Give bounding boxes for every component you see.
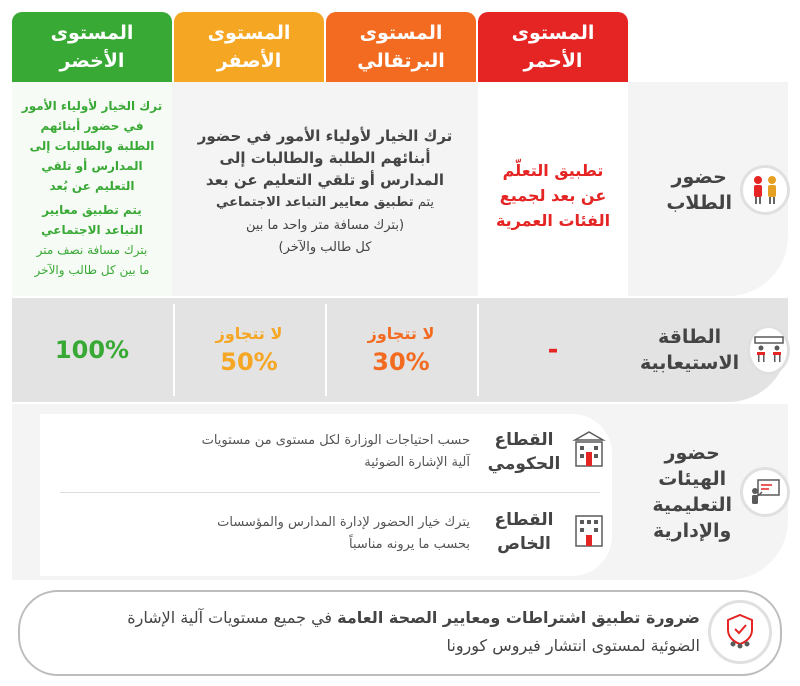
gov-sector-description <box>60 430 470 474</box>
gov-desc-line2: آلية الإشارة الضوئية <box>364 455 470 470</box>
header-orange-line2: البرتقالي <box>357 50 445 72</box>
students-mid-line1: ترك الخيار لأولياء الأمور في حضور <box>197 127 453 145</box>
capacity-green-cell <box>12 304 172 396</box>
students-mid-line5: (بترك مسافة متر واحد ما بين <box>245 218 405 233</box>
students-red-cell <box>478 150 628 240</box>
header-orange-level <box>326 12 476 82</box>
private-desc-line1: يترك خيار الحضور لإدارة المدارس والمؤسسات <box>217 515 470 530</box>
private-sector-icon <box>571 510 607 550</box>
students-green-line2: في حضور أبنائهم <box>40 119 144 133</box>
students-label-line2: الطلاب <box>666 192 732 214</box>
header-red-line1: المستوى <box>511 22 595 44</box>
students-icon <box>740 165 790 215</box>
students-green-line8: بترك مسافة نصف متر <box>36 243 148 257</box>
private-desc-line2: بحسب ما يرونه مناسباً <box>349 537 470 552</box>
teacher-board-icon <box>740 467 790 517</box>
students-mid-line3: المدارس أو تلقي التعليم عن بعد <box>205 171 445 189</box>
classroom-icon <box>747 325 790 375</box>
students-mid-line4-bold: تطبيق معايير التباعد الاجتماعي <box>216 195 414 210</box>
header-red-line2: الأحمر <box>523 50 583 72</box>
capacity-orange-label: لا تتجاوز <box>367 324 435 343</box>
gov-sector-title <box>480 428 568 476</box>
students-red-line3: الفئات العمرية <box>495 210 611 230</box>
private-title-line1: القطاع <box>494 510 554 530</box>
capacity-yellow-label: لا تتجاوز <box>215 324 283 343</box>
row-label-capacity <box>640 318 790 382</box>
students-green-line7: التباعد الاجتماعي <box>41 223 143 237</box>
header-green-line1: المستوى <box>50 22 134 44</box>
capacity-orange-cell <box>326 304 476 396</box>
staff-label-line2: الهيئات <box>658 468 727 490</box>
staff-label-line3: التعليمية <box>652 494 732 516</box>
gov-title-line2: الحكومي <box>487 454 561 474</box>
gov-title-line1: القطاع <box>494 430 554 450</box>
capacity-red-cell <box>478 304 628 396</box>
capacity-label-line1: الطاقة <box>657 326 722 348</box>
students-green-cell <box>12 88 172 288</box>
gov-desc-line1: حسب احتياجات الوزارة لكل مستوى من مستويات <box>201 433 470 448</box>
students-label-line1: حضور <box>671 166 727 188</box>
capacity-yellow-cell <box>174 304 324 396</box>
header-red-level <box>478 12 628 82</box>
students-red-line2: عن بعد لجميع <box>499 185 607 205</box>
staff-label-line4: والإدارية <box>653 520 732 542</box>
capacity-red-value: - <box>547 335 559 365</box>
students-green-line9: ما بين كل طالب والآخر <box>34 263 150 277</box>
capacity-yellow-value: 50% <box>220 348 278 376</box>
row-label-staff <box>640 432 790 552</box>
private-title-line2: الخاص <box>497 534 551 554</box>
footer-line1-bold: اشتراطات ومعايير الصحة العامة <box>337 608 587 627</box>
students-orange-yellow-cell <box>174 112 476 272</box>
students-green-line3: الطلبة والطالبات إلى <box>29 139 155 153</box>
staff-divider <box>60 492 600 493</box>
header-yellow-line2: الأصفر <box>216 50 282 72</box>
students-green-line4: المدارس أو تلقي <box>41 159 143 173</box>
header-green-level <box>12 12 172 82</box>
capacity-label-line2: الاستيعابية <box>640 352 740 374</box>
footer-line2: الضوئية لمستوى انتشار فيروس كورونا <box>446 636 700 655</box>
capacity-orange-value: 30% <box>372 348 430 376</box>
private-sector-description <box>60 512 470 556</box>
footer-health-icon <box>708 600 772 664</box>
footer-line1-prefix: ضرورة تطبيق <box>591 608 700 627</box>
header-yellow-level <box>174 12 324 82</box>
header-yellow-line1: المستوى <box>207 22 291 44</box>
row-label-students <box>640 155 790 225</box>
students-mid-line4 <box>216 191 434 215</box>
students-red-line1: تطبيق التعلّم <box>502 160 604 180</box>
students-mid-line6: كل طالب والآخر) <box>278 240 372 255</box>
header-green-line2: الأخضر <box>59 50 125 72</box>
students-green-line5: التعليم عن بُعد <box>49 179 135 193</box>
students-mid-line4-prefix: يتم <box>417 195 435 210</box>
private-sector-title <box>480 508 568 556</box>
staff-label-line1: حضور <box>664 442 720 464</box>
capacity-green-value: 100% <box>54 336 130 364</box>
students-mid-line2: أبنائهم الطلبة والطالبات إلى <box>219 149 431 167</box>
students-green-line6: يتم تطبيق معايير <box>42 203 142 217</box>
gov-sector-icon <box>571 430 607 470</box>
students-green-line1: ترك الخيار لأولياء الأمور <box>21 99 163 113</box>
footer-note-text <box>40 604 700 660</box>
footer-line1 <box>40 604 700 632</box>
footer-line1-suffix: في جميع مستويات آلية الإشارة <box>127 608 333 627</box>
header-orange-line1: المستوى <box>359 22 443 44</box>
